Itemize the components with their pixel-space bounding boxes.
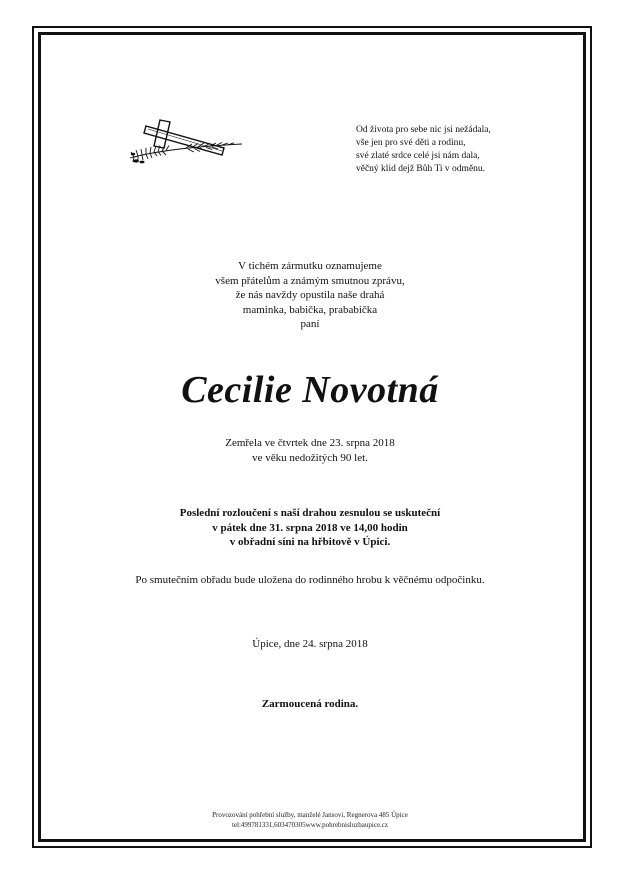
place-and-date: Úpice, dne 24. srpna 2018 xyxy=(252,638,368,650)
poem-line: své zlaté srdce celé jsi nám dala, xyxy=(356,151,480,161)
footer-line: tel:499781331,603470305www.pohrebnisluzbaupice.cz xyxy=(231,820,389,829)
death-info xyxy=(120,436,500,465)
funeral-info xyxy=(90,506,530,550)
funeral-info-line: v obřadní síni na hřbitově v Úpici. xyxy=(229,536,391,548)
poem-line: vše jen pro své děti a rodinu, xyxy=(356,138,466,148)
footer xyxy=(120,811,500,830)
announcement xyxy=(120,259,500,332)
announcement-line: V tichém zármutku oznamujeme xyxy=(238,260,382,272)
announcement-line: všem přátelům a známým smutnou zprávu, xyxy=(215,274,405,287)
announcement-line: že nás navždy opustila naše drahá xyxy=(235,289,385,301)
poem xyxy=(356,124,566,176)
funeral-info-line: v pátek dne 31. srpna 2018 ve 14,00 hodin xyxy=(212,521,408,534)
death-info-line: Zemřela ve čtvrtek dne 23. srpna 2018 xyxy=(225,437,395,449)
burial-info: Po smutečním obřadu bude uložena do rodinného hrobu k věčnému odpočinku. xyxy=(135,574,485,586)
signature: Zarmoucená rodina. xyxy=(261,698,359,710)
announcement-line: maminka, babička, prababička xyxy=(242,303,378,316)
deceased-name: Cecilie Novotná xyxy=(181,369,439,411)
announcement-line: paní xyxy=(300,318,320,330)
death-info-line: ve věku nedožitých 90 let. xyxy=(252,451,368,464)
poem-line: věčný klid dejž Bůh Ti v odměnu. xyxy=(356,164,486,174)
cross-with-palm-branch-icon xyxy=(126,118,246,168)
footer-line: Provozování pohřební služby, manželé Jansovi, Regnerova 485 Úpice xyxy=(212,811,408,819)
funeral-info-line: Poslední rozloučení s naší drahou zesnulou se uskuteční xyxy=(179,507,441,519)
poem-line: Od života pro sebe nic jsi nežádala, xyxy=(356,125,491,135)
